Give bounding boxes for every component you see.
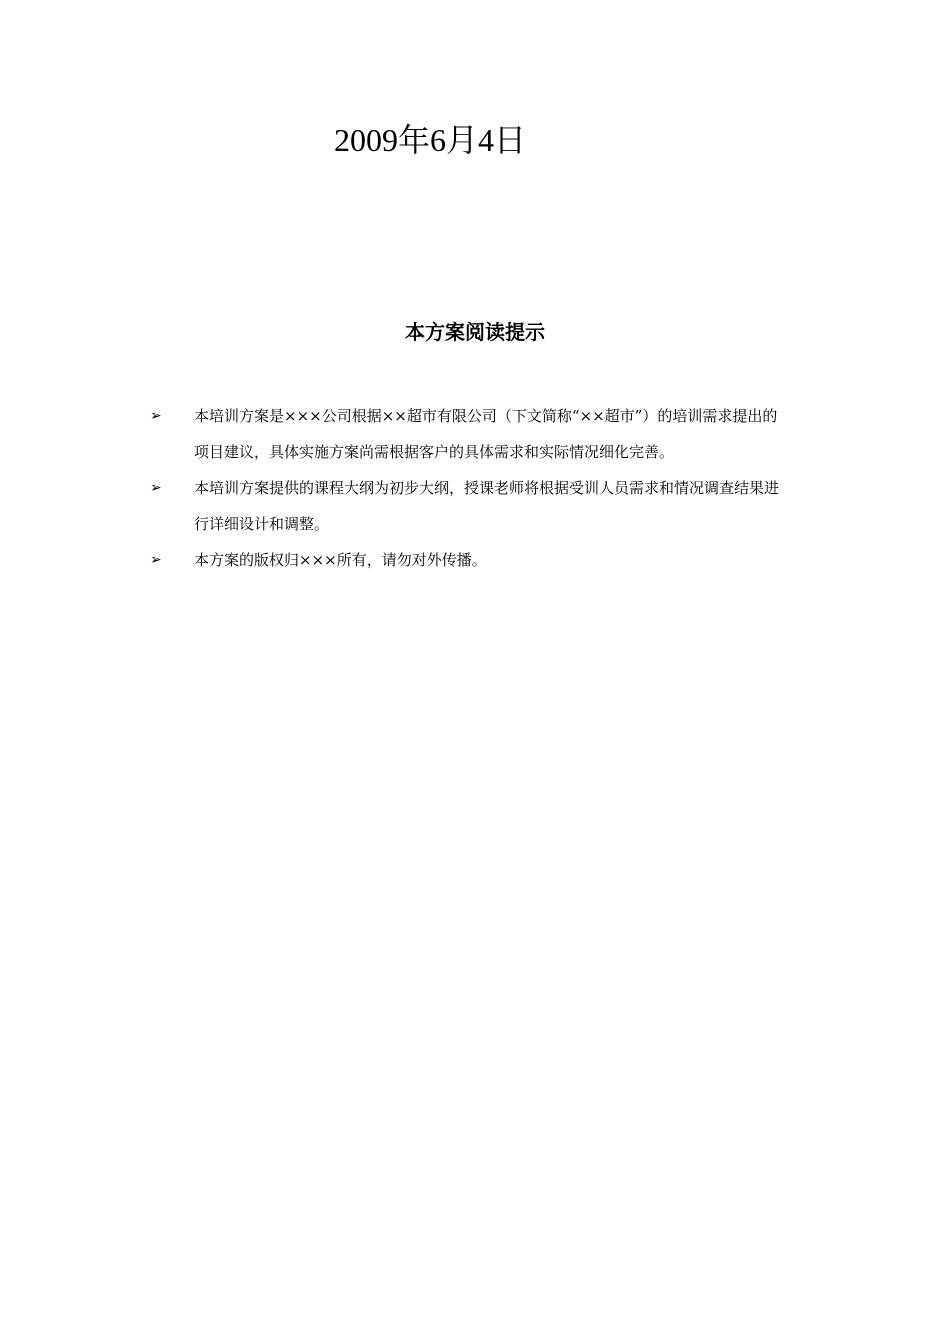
- list-item: [150, 470, 790, 542]
- reading-tips-list: [150, 398, 790, 578]
- list-item-text: 本培训方案提供的课程大纲为初步大纲，授课老师将根据受训人员需求和情况调查结果进行详细设计和调整。: [194, 479, 780, 533]
- arrow-bullet-icon: ➢: [150, 480, 162, 496]
- list-item-text: 本培训方案是×××公司根据××超市有限公司（下文简称“××超市”）的培训需求提出的项目建议，具体实施方案尚需根据客户的具体需求和实际情况细化完善。: [194, 407, 778, 461]
- reading-tips-title: 本方案阅读提示: [405, 320, 545, 344]
- list-item: [150, 398, 790, 470]
- document-date: 2009年6月4日: [334, 122, 527, 158]
- arrow-bullet-icon: ➢: [150, 408, 162, 424]
- list-item-text: 本方案的版权归×××所有，请勿对外传播。: [194, 551, 487, 569]
- list-item: [150, 542, 790, 578]
- arrow-bullet-icon: ➢: [150, 552, 162, 568]
